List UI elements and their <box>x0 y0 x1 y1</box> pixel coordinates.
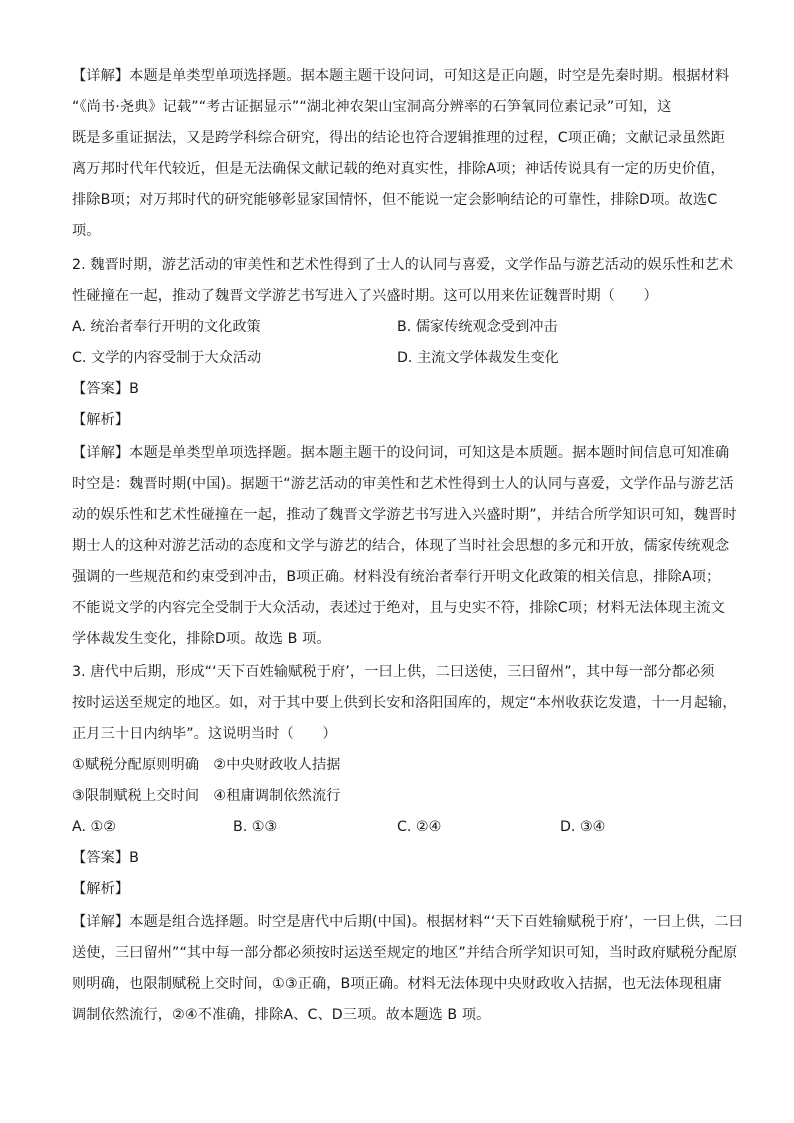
q1-detail-line-4: 离万邦时代年代较近，但是无法确保文献记载的绝对真实性，排除A项；神话传说具有一定的历史价值， <box>72 161 725 177</box>
q2-detail-line-4: 期士人的这种对游艺活动的态度和文学与游艺的结合，体现了当时社会思想的多元和开放，儒家传统观念 <box>72 538 730 554</box>
q3-stem-line-1: 3. 唐代中后期，形成“‘天下百姓输赋税于府’，一曰上供，二曰送使，三曰留州”，其中每一部分都必须 <box>72 664 715 680</box>
q2-stem-line-2: 性碰撞在一起，推动了魏晋文学游艺书写进入了兴盛时期。这可以用来佐证魏晋时期（ ） <box>72 288 658 304</box>
q3-detail-line-4: 调制依然流行，②④不准确，排除A、C、D三项。故本题选 B 项。 <box>72 1007 491 1023</box>
q2-option-c: C. 文学的内容受制于大众活动 <box>72 350 262 366</box>
q2-stem-line-1: 2. 魏晋时期，游艺活动的审美性和艺术性得到了士人的认同与喜爱，文学作品与游艺活动的娱乐性和艺术 <box>72 257 734 273</box>
q3-stem-line-2: 按时运送至规定的地区。如，对于其中要上供到长安和洛阳国库的，规定“本州收获讫发遣，十一月起输， <box>72 695 737 711</box>
q2-analysis-label: 【解析】 <box>72 412 130 428</box>
q3-items-line-1: ①赋税分配原则明确 ②中央财政收人拮据 <box>72 757 341 773</box>
q2-detail-line-2: 时空是：魏晋时期(中国)。据题干“游艺活动的审美性和艺术性得到士人的认同与喜爱，文学作品与游艺活 <box>72 476 734 492</box>
q3-answer: 【答案】B <box>72 850 139 866</box>
q2-option-b: B. 儒家传统观念受到冲击 <box>397 319 558 335</box>
q3-analysis-label: 【解析】 <box>72 881 130 897</box>
q1-detail-line-6: 项。 <box>72 223 101 239</box>
q3-detail-line-1: 【详解】本题是组合选择题。时空是唐代中后期(中国)。根据材料“‘天下百姓输赋税于府’，一曰上供，二曰 <box>72 914 743 930</box>
q1-detail-line-5: 排除B项；对万邦时代的研究能够彰显家国情怀，但不能说一定会影响结论的可靠性，排除D项。故选C <box>72 192 718 208</box>
q3-stem-line-3: 正月三十日内纳毕”。这说明当时（ ） <box>72 726 337 742</box>
q1-detail-line-2: “《尚书·尧典》记载”“考古证据显示”“湖北神农架山宝洞高分辨率的石笋氧同位素记录”可知，这 <box>72 99 672 115</box>
q2-detail-line-3: 动的娱乐性和艺术性碰撞在一起，推动了魏晋文学游艺书写进入兴盛时期”，并结合所学知识可知，魏晋时 <box>72 507 737 523</box>
q2-answer: 【答案】B <box>72 381 139 397</box>
q3-detail-line-2: 送使，三曰留州”“其中每一部分都必须按时运送至规定的地区”并结合所学知识可知，当时政府赋税分配原 <box>72 945 738 961</box>
q3-option-d: D. ③④ <box>560 819 606 835</box>
q2-detail-line-6: 不能说文学的内容完全受制于大众活动，表述过于绝对，且与史实不符，排除C项；材料无法体现主流文 <box>72 600 725 616</box>
q1-detail-line-1: 【详解】本题是单类型单项选择题。据本题主题干设问词，可知这是正向题，时空是先秦时期。根据材料 <box>72 68 730 84</box>
q3-option-a: A. ①② <box>72 819 116 835</box>
q3-option-b: B. ①③ <box>233 819 278 835</box>
q3-detail-line-3: 则明确，也限制赋税上交时间，①③正确，B项正确。材料无法体现中央财政收入拮据，也无法体现租庸 <box>72 976 722 992</box>
q3-items-line-2: ③限制赋税上交时间 ④租庸调制依然流行 <box>72 788 341 804</box>
q2-detail-line-1: 【详解】本题是单类型单项选择题。据本题主题干的设问词，可知这是本质题。据本题时间信息可知准确 <box>72 445 730 461</box>
q2-detail-line-5: 强调的一些规范和约束受到冲击，B项正确。材料没有统治者奉行开明文化政策的相关信息，排除A项； <box>72 569 721 585</box>
q3-option-c: C. ②④ <box>397 819 442 835</box>
q2-option-a: A. 统治者奉行开明的文化政策 <box>72 319 261 335</box>
q1-detail-line-3: 既是多重证据法，又是跨学科综合研究，得出的结论也符合逻辑推理的过程，C项正确；文献记录虽然距 <box>72 130 725 146</box>
q2-option-d: D. 主流文学体裁发生变化 <box>397 350 559 366</box>
q2-detail-line-7: 学体裁发生变化，排除D项。故选 B 项。 <box>72 631 331 647</box>
